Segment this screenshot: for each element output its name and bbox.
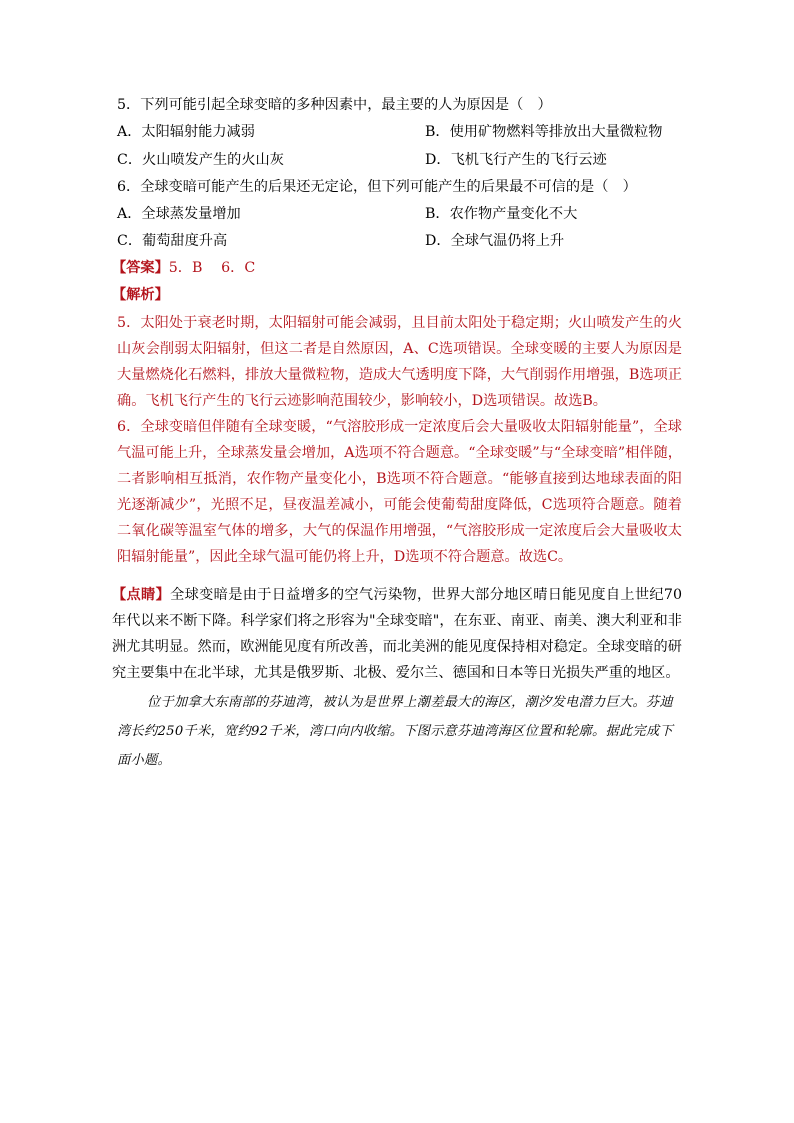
q6-stem: 6．全球变暗可能产生的后果还无定论，但下列可能产生的后果最不可信的是（ ） [117,179,637,195]
q6-option-d: D．全球气温仍将上升 [425,233,565,249]
q5-stem: 5．下列可能引起全球变暗的多种因素中，最主要的人为原因是（ ） [117,97,552,113]
q6-option-b: B．农作物产量变化不大 [425,206,578,222]
note-text: 全球变暗是由于日益增多的空气污染物，世界大部分地区晴日能见度自上世纪70年代以来不断下降。科学家们将之形容为"全球变暗"，在东亚、南亚、南美、澳大利亚和非洲尤其明显。然而，欧洲能见度有所改善，而北美洲的能见度保持相对稳定。全球变暗的研究主要集中在北半球，尤其是俄罗斯、北极、爱尔兰、德国和日本等日光损失严重的地区。 [112,587,682,681]
answer-text: 5．B 6．C [168,260,256,276]
q6-option-c: C．葡萄甜度升高 [117,233,228,249]
answer-line [112,258,255,278]
analysis-label: 【解析】 [112,287,169,303]
note-label: 【点睛】 [112,587,171,603]
q5-option-d: D．飞机飞行产生的飞行云迹 [425,152,607,168]
analysis-paragraph-5: 5．太阳处于衰老时期，太阳辐射可能会减弱，且目前太阳处于稳定期；火山喷发产生的火山灰会削弱太阳辐射，但这二者是自然原因，A、C选项错误。全球变暖的主要人为原因是大量燃烧化石燃料，排放大量微粒物，造成大气透明度下降，大气削弱作用增强，B选项正确。飞机飞行产生的飞行云迹影响范围较少，影响较小，D选项错误。故选B。 [117,315,682,409]
q5-option-b: B．使用矿物燃料等排放出大量微粒物 [425,124,663,140]
q5-option-a: A．太阳辐射能力减弱 [117,124,255,140]
analysis-paragraph-6: 6．全球变暗但伴随有全球变暖，“气溶胶形成一定浓度后会大量吸收太阳辐射能量”，全球气温可能上升，全球蒸发量会增加，A选项不符合题意。“全球变暖”与“全球变暗”相伴随，二者影响相互抵消，农作物产量变化小，B选项不符合题意。“能够直接到达地球表面的阳光逐渐减少”，光照不足，昼夜温差减小，可能会使葡萄甜度降低，C选项符合题意。随着二氧化碳等温室气体的增多，大气的保温作用增强，“气溶胶形成一定浓度后会大量吸收太阳辐射能量”，因此全球气温可能仍将上升，D选项不符合题意。故选C。 [117,419,682,565]
reading-passage: 位于加拿大东南部的芬迪湾，被认为是世界上潮差最大的海区，潮汐发电潜力巨大。芬迪湾长约250千米，宽约92千米，湾口向内收缩。下图示意芬迪湾海区位置和轮廓。据此完成下面小题。 [117,695,674,768]
q6-option-a: A．全球蒸发量增加 [117,206,241,222]
q5-option-c: C．火山喷发产生的火山灰 [117,152,284,168]
note-paragraph [112,582,682,686]
answer-label: 【答案】 [112,260,169,276]
